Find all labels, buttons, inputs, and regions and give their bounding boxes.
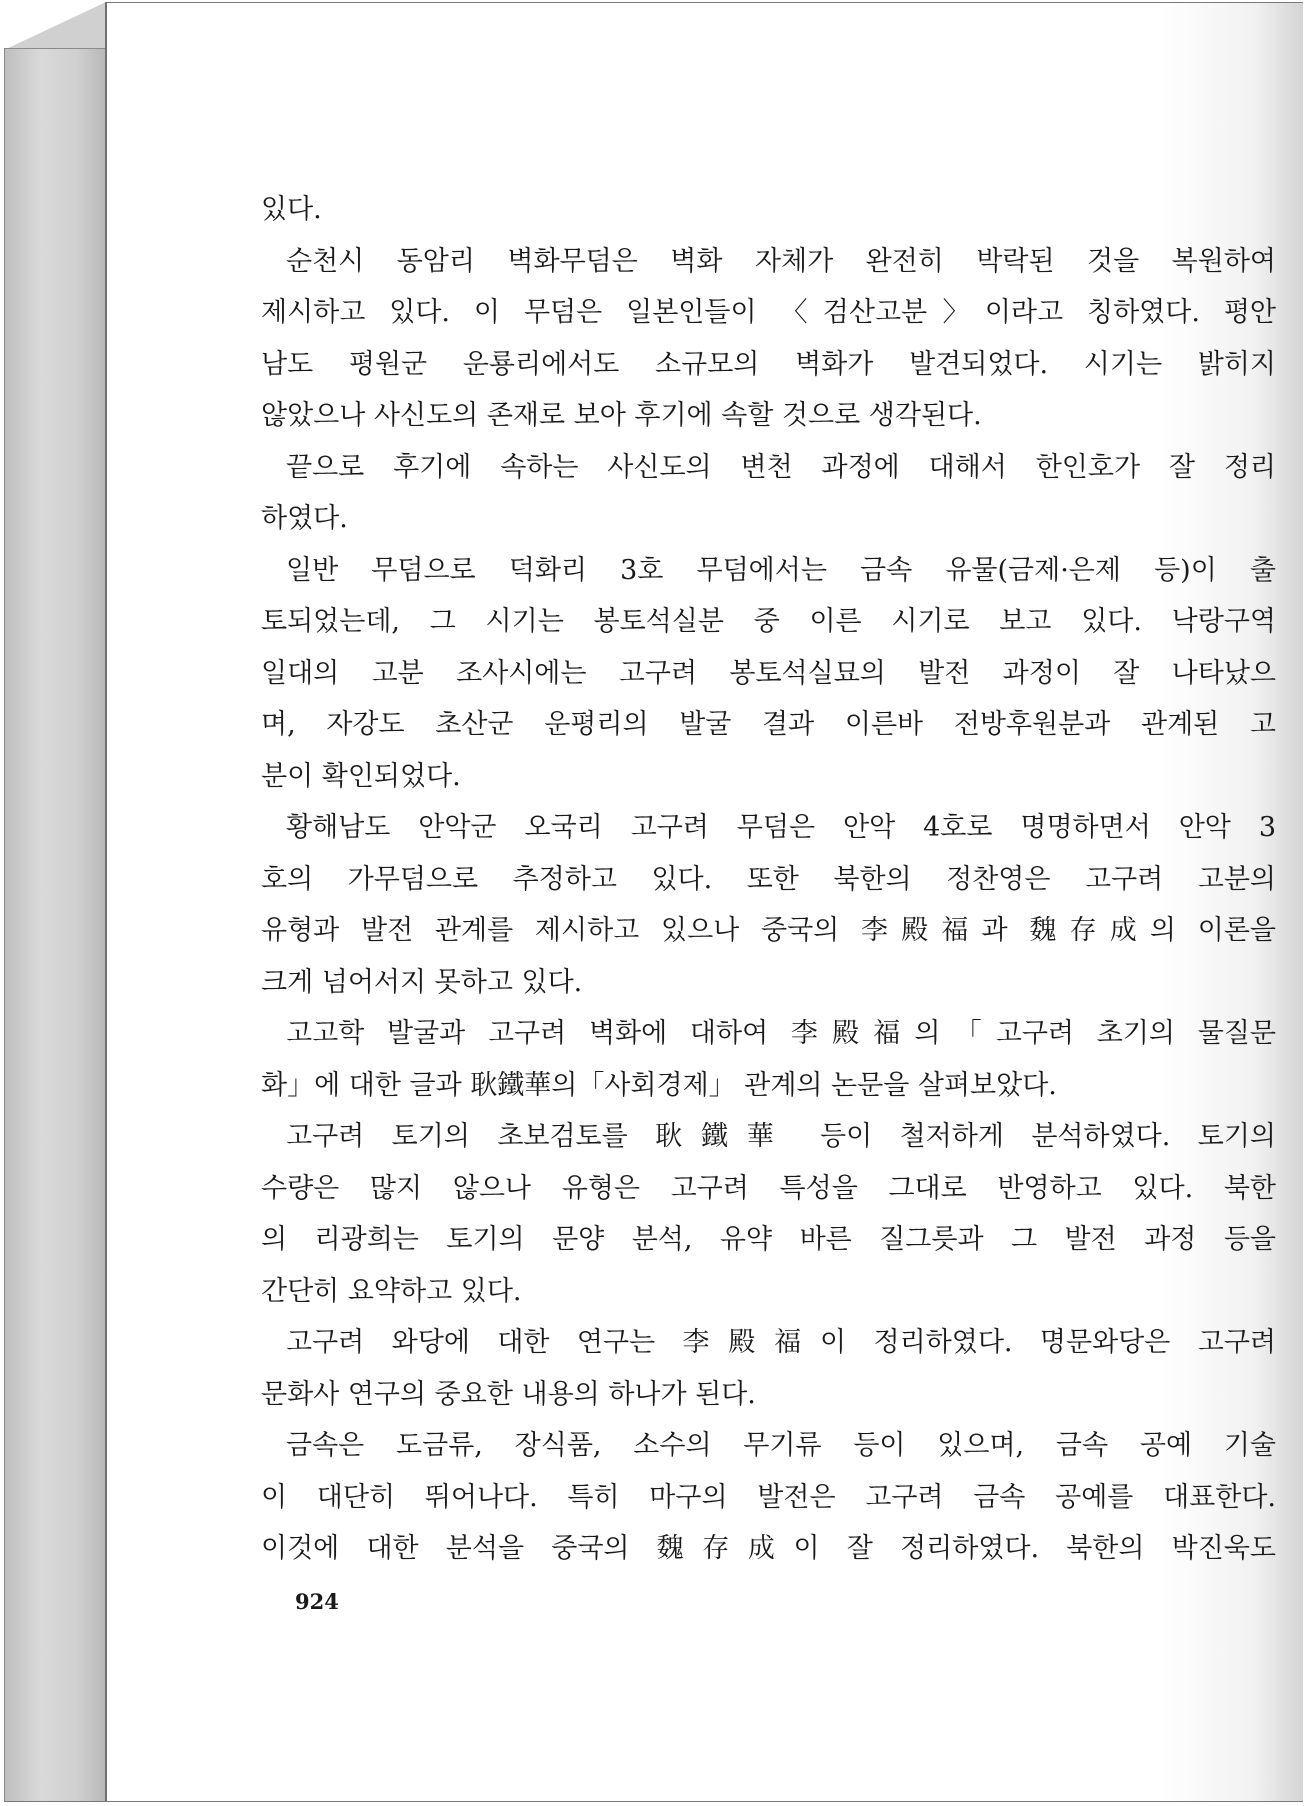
book-top-bevel xyxy=(4,2,106,50)
paragraph xyxy=(261,1008,1276,1111)
text-line: 일반 무덤으로 덕화리 3호 무덤에서는 금속 유물(금제·은제 등)이 출 xyxy=(286,554,1276,586)
paragraph xyxy=(261,236,1276,442)
paragraph xyxy=(261,802,1276,1008)
text-line: 일대의 고분 조사시에는 고구려 봉토석실묘의 발전 과정이 잘 나타났으 xyxy=(261,657,1276,689)
text-line: 제시하고 있다. 이 무덤은 일본인들이 〈검산고분〉이라고 칭하였다. 평안 xyxy=(261,297,1276,328)
paragraph xyxy=(261,1111,1276,1317)
text-line: 하였다. xyxy=(261,503,348,534)
book-page xyxy=(107,3,1303,1801)
text-line: 있다. xyxy=(261,194,322,225)
body-text xyxy=(261,184,1276,1575)
text-line: 호의 가무덤으로 추정하고 있다. 또한 북한의 정찬영은 고구려 고분의 xyxy=(261,863,1276,895)
text-line: 분이 확인되었다. xyxy=(261,760,461,792)
book-bottom-edge xyxy=(4,1801,1303,1802)
text-line: 고구려 토기의 초보검토를 耿鐵華 등이 철저하게 분석하였다. 토기의 xyxy=(286,1121,1276,1152)
page-number: 924 xyxy=(295,1589,339,1614)
paragraph xyxy=(261,442,1276,545)
text-line: 문화사 연구의 중요한 내용의 하나가 된다. xyxy=(261,1378,756,1410)
text-line: 며, 자강도 초산군 운평리의 발굴 결과 이른바 전방후원분과 관계된 고 xyxy=(261,709,1276,740)
paragraph xyxy=(261,545,1276,803)
text-line: 이것에 대한 분석을 중국의 魏存成이 잘 정리하였다. 북한의 박진욱도 xyxy=(261,1533,1276,1564)
text-line: 의 리광희는 토기의 문양 분석, 유약 바른 질그릇과 그 발전 과정 등을 xyxy=(261,1224,1276,1255)
text-line: 황해남도 안악군 오국리 고구려 무덤은 안악 4호로 명명하면서 안악 3 xyxy=(286,812,1276,843)
paragraph xyxy=(261,1420,1276,1575)
text-line: 금속은 도금류, 장식품, 소수의 무기류 등이 있으며, 금속 공예 기술 xyxy=(286,1430,1276,1461)
text-line: 크게 넘어서지 못하고 있다. xyxy=(261,966,583,998)
text-line: 순천시 동암리 벽화무덤은 벽화 자체가 완전히 박락된 것을 복원하여 xyxy=(286,245,1276,277)
text-line: 화」에 대한 글과 耿鐵華의「사회경제」 관계의 논문을 살펴보았다. xyxy=(261,1069,1057,1101)
paragraph xyxy=(261,184,1276,236)
text-line: 수량은 많지 않으나 유형은 고구려 특성을 그대로 반영하고 있다. 북한 xyxy=(261,1172,1276,1204)
text-line: 고구려 와당에 대한 연구는 李殿福이 정리하였다. 명문와당은 고구려 xyxy=(286,1327,1276,1358)
text-line: 유형과 발전 관계를 제시하고 있으나 중국의 李殿福과 魏存成의 이론을 xyxy=(261,915,1276,946)
text-line: 고고학 발굴과 고구려 벽화에 대하여 李殿福의「고구려 초기의 물질문 xyxy=(286,1018,1276,1049)
text-line: 끝으로 후기에 속하는 사신도의 변천 과정에 대해서 한인호가 잘 정리 xyxy=(286,451,1276,483)
paragraph xyxy=(261,1317,1276,1420)
text-line: 이 대단히 뛰어나다. 특히 마구의 발전은 고구려 금속 공예를 대표한다. xyxy=(261,1481,1276,1513)
text-line: 간단히 요약하고 있다. xyxy=(261,1275,522,1307)
text-line: 토되었는데, 그 시기는 봉토석실분 중 이른 시기로 보고 있다. 낙랑구역 xyxy=(261,606,1276,637)
book-spine xyxy=(4,48,110,1802)
text-line: 않았으나 사신도의 존재로 보아 후기에 속할 것으로 생각된다. xyxy=(261,400,982,431)
text-line: 남도 평원군 운룡리에서도 소규모의 벽화가 발견되었다. 시기는 밝히지 xyxy=(261,348,1276,380)
